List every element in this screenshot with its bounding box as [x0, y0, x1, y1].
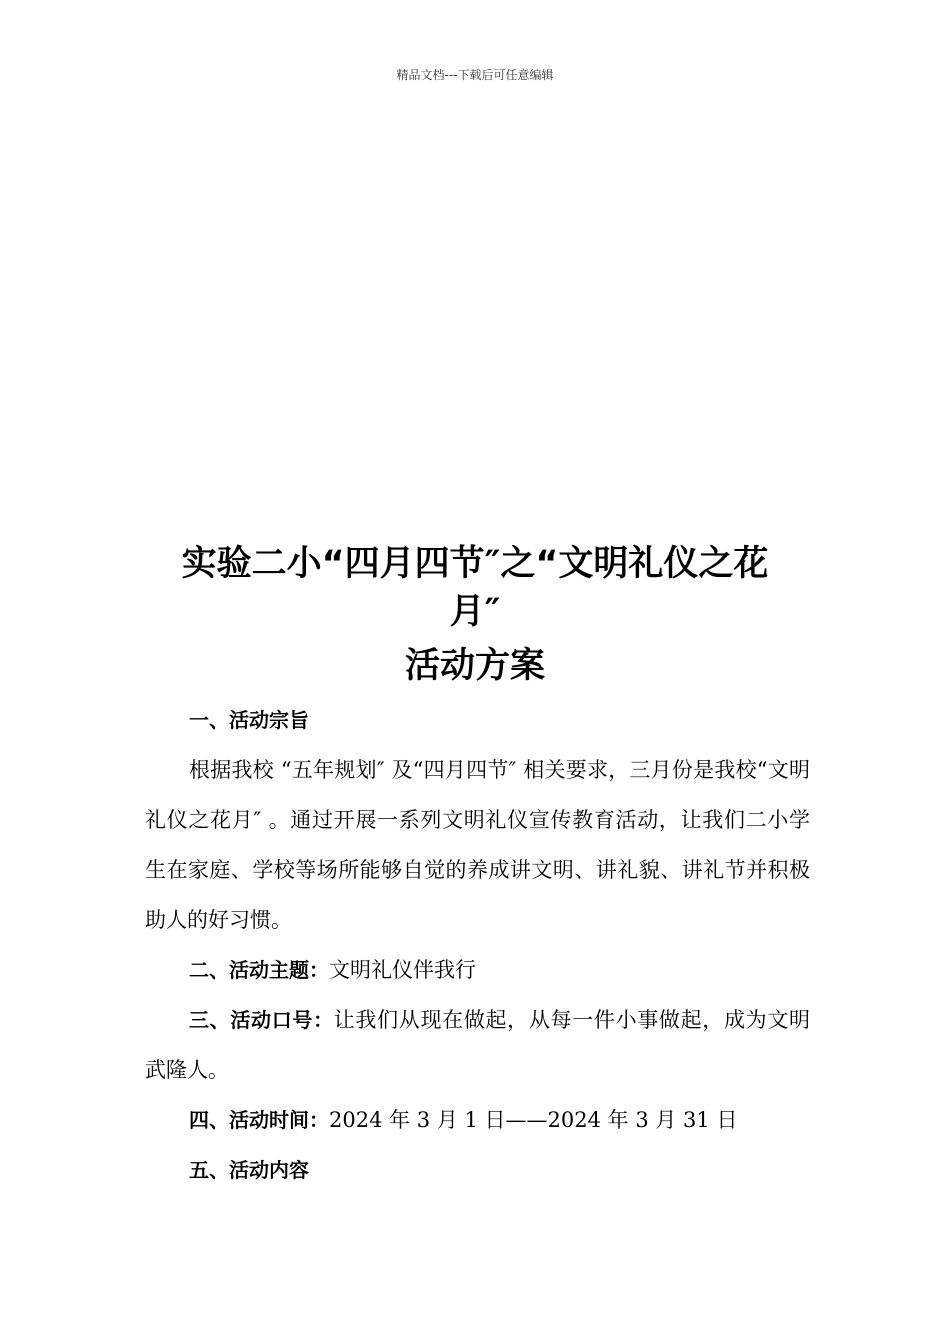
- section-heading: 四、活动时间：: [189, 1108, 329, 1132]
- section-heading: 一、活动宗旨: [189, 708, 309, 732]
- document-title: [140, 540, 810, 694]
- section-heading: 三、活动口号：: [189, 1008, 334, 1032]
- document-subtitle: 活动方案: [404, 646, 545, 686]
- title-line-2: 月″: [449, 592, 501, 632]
- section-1-heading: [145, 695, 810, 745]
- title-line-1: 实验二小“四月四节″之“文明礼仪之花: [181, 544, 769, 584]
- section-2-body: 文明礼仪伴我行: [329, 958, 476, 982]
- section-5-heading: [145, 1145, 810, 1195]
- section-1-body: 根据我校 “五年规划″ 及“四月四节″ 相关要求，三月份是我校“文明礼仪之花月″ 。通过开展一系列文明礼仪宣传教育活动，让我们二小学生在家庭、学校等场所能够自觉的养成讲文明、讲礼貌、讲礼节并积极助人的好习惯。: [145, 758, 810, 932]
- section-4: [145, 1095, 810, 1145]
- section-3: [145, 995, 810, 1095]
- section-3-body: 让我们从现在做起，从每一件小事做起，成为文明武隆人。: [145, 1008, 810, 1082]
- page-header-note: 精品文档---下载后可任意编辑: [396, 68, 554, 82]
- section-heading: 五、活动内容: [189, 1158, 309, 1182]
- document-body: [145, 695, 810, 1195]
- section-2: [145, 945, 810, 995]
- section-heading: 二、活动主题：: [189, 958, 329, 982]
- section-4-body: 2024 年 3 月 1 日——2024 年 3 月 31 日: [329, 1108, 738, 1132]
